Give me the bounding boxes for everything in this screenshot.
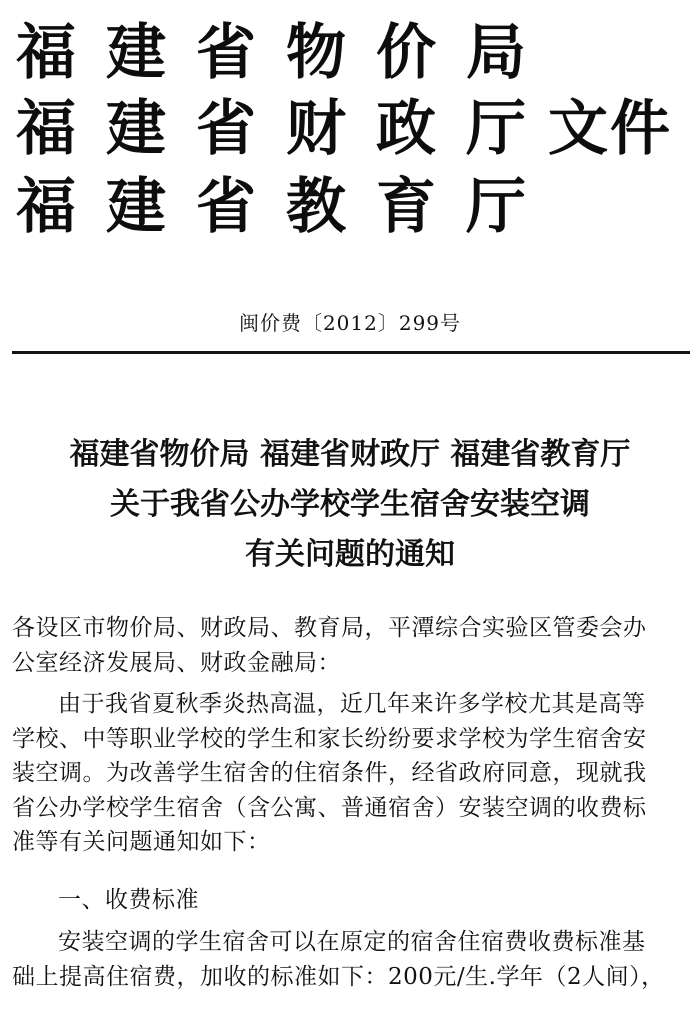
issuing-authority-education-dept: 福建省教育厅 [16,172,556,242]
body-paragraph-1 [12,687,696,860]
header-separator-line [12,351,690,354]
paragraph-1-line-5: 准等有关问题通知如下： [12,829,271,855]
addressee-line-1: 各设区市物价局、财政局、教育局，平潭综合实验区管委会办 [12,615,647,641]
document-title-line-1: 福建省物价局 福建省财政厅 福建省教育厅 [69,437,631,472]
paragraph-1-line-2: 学校、中等职业学校的学生和家长纷纷要求学校为学生宿舍安 [12,725,647,752]
document-type-label: 文件 [548,94,672,164]
body-paragraph-2 [12,925,696,994]
section-heading-1 [12,883,696,918]
paragraph-1-line-4: 省公办学校学生宿舍（含公寓、普通宿舍）安装空调的收费标 [12,794,647,821]
addressee-paragraph [12,611,696,680]
paragraph-1-line-3: 装空调。为改善学生宿舍的住宿条件，经省政府同意，现就我 [12,760,647,786]
issuing-authority-price-bureau: 福建省物价局 [16,18,556,88]
issuing-authority-finance-dept: 福建省财政厅 [16,94,556,164]
paragraph-2-line-2: 础上提高住宿费，加收的标准如下：200元/生.学年（2人间）， [12,963,665,990]
paragraph-1-line-1: 由于我省夏秋季炎热高温，近几年来许多学校尤其是高等 [58,691,646,717]
document-title-line-3: 有关问题的通知 [245,537,455,572]
document-number: 闽价费〔2012〕299号 [238,311,462,335]
paragraph-2-line-1: 安装空调的学生宿舍可以在原定的宿舍住宿费收费标准基 [58,929,646,955]
document-title-line-2: 关于我省公办学校学生宿舍安装空调 [110,487,590,522]
addressee-line-2: 公室经济发展局、财政金融局： [12,649,341,676]
section-1-heading: 一、收费标准 [58,887,199,913]
